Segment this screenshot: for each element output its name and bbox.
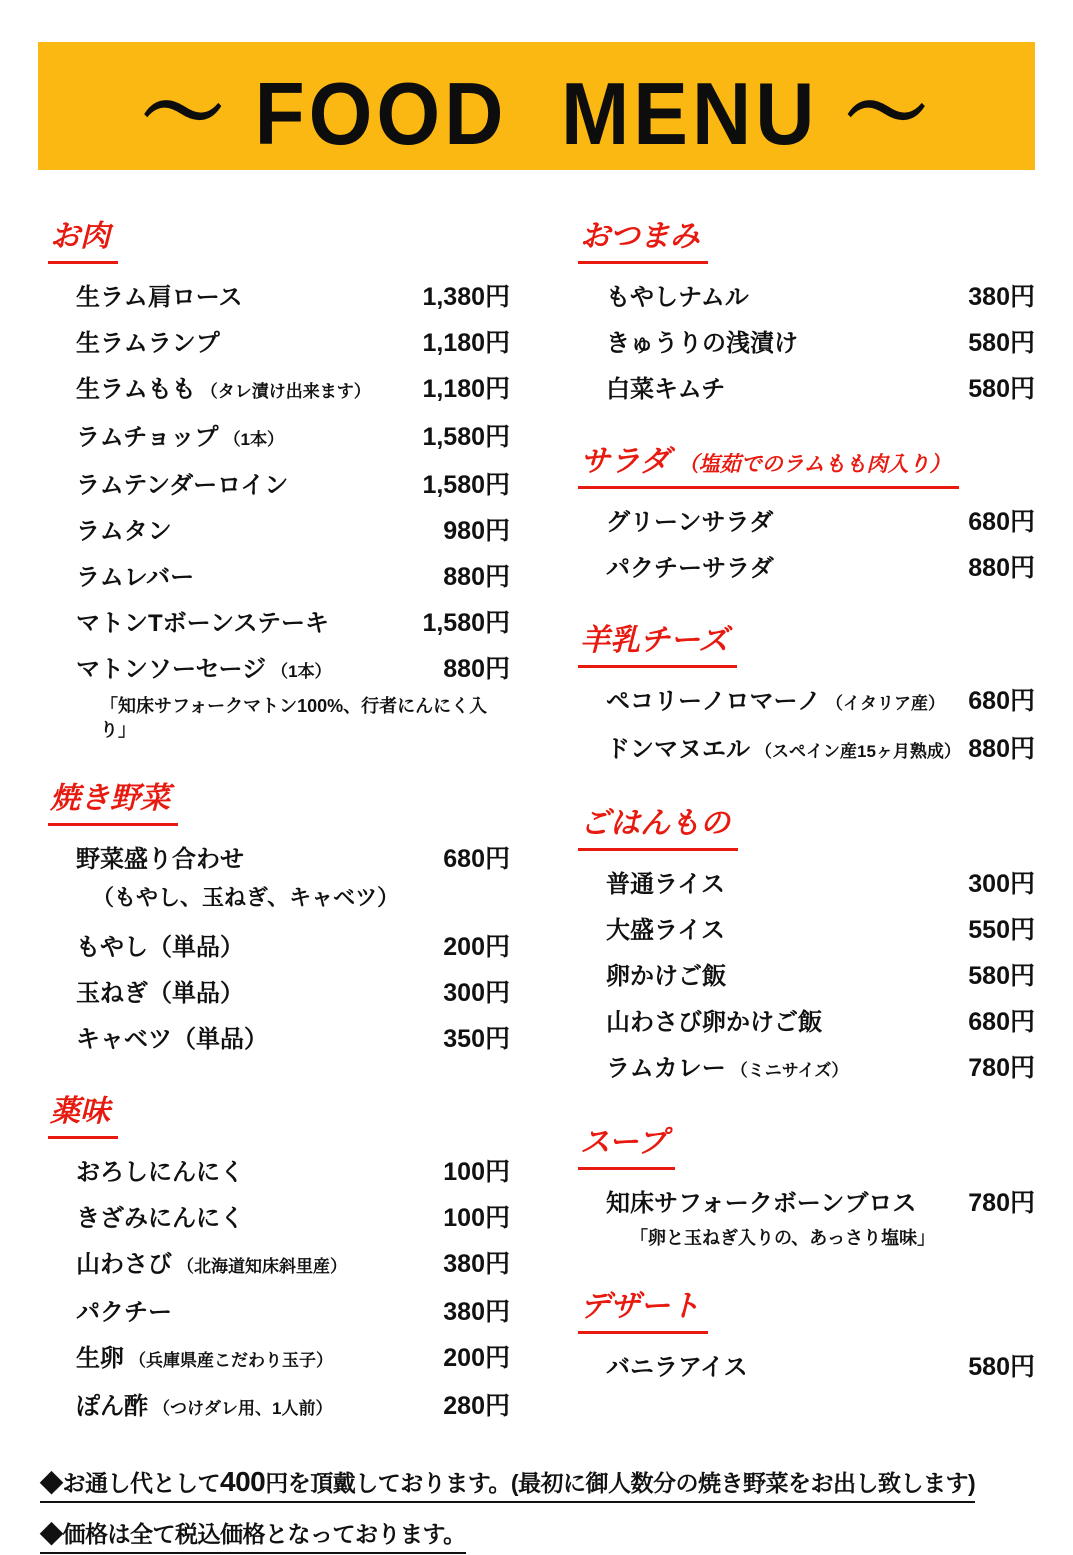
section-heading-underline xyxy=(48,1095,118,1139)
item-note: （北海道知床斜里産） xyxy=(177,1257,347,1276)
item-label xyxy=(606,1054,848,1086)
item-price: 680円 xyxy=(443,845,510,873)
item-label xyxy=(606,916,725,946)
item-name: グリーンサラダ xyxy=(606,509,774,536)
item-label xyxy=(76,375,371,407)
item-price: 980円 xyxy=(443,517,510,545)
item-price: 350円 xyxy=(443,1025,510,1053)
item-price: 380円 xyxy=(443,1298,510,1326)
item-price: 1,380円 xyxy=(422,283,510,311)
section-heading-underline xyxy=(578,220,708,264)
item-price: 380円 xyxy=(968,283,1035,311)
section-title: スープ xyxy=(580,1126,667,1159)
section-heading xyxy=(48,1095,510,1139)
item-price: 580円 xyxy=(968,1353,1035,1381)
menu-item xyxy=(48,282,510,313)
section-title: 羊乳チーズ xyxy=(580,624,729,657)
item-price: 780円 xyxy=(968,1054,1035,1082)
item-label xyxy=(76,471,288,501)
menu-item xyxy=(48,1391,510,1424)
item-note: （イタリア産） xyxy=(826,694,946,713)
item-label xyxy=(606,375,725,405)
item-label xyxy=(606,329,798,359)
section-heading-underline xyxy=(578,1126,675,1170)
item-price: 200円 xyxy=(443,1344,510,1372)
item-price: 880円 xyxy=(443,563,510,591)
menu-section xyxy=(48,220,510,742)
item-price: 1,580円 xyxy=(422,471,510,499)
menu-column-left xyxy=(48,220,510,1439)
menu-column-right xyxy=(578,220,1035,1398)
item-name: ペコリーノロマーノ xyxy=(606,688,822,715)
section-title: おつまみ xyxy=(580,220,700,253)
section-heading-underline xyxy=(48,220,118,264)
menu-item xyxy=(48,516,510,547)
item-price: 280円 xyxy=(443,1392,510,1420)
item-name: 野菜盛り合わせ xyxy=(76,846,244,873)
item-label xyxy=(606,283,749,313)
item-price: 1,180円 xyxy=(422,375,510,403)
item-name: 生卵 xyxy=(76,1345,124,1372)
item-label xyxy=(606,1008,822,1038)
item-label xyxy=(76,1392,332,1424)
item-price: 300円 xyxy=(968,870,1035,898)
menu-item xyxy=(578,1007,1035,1038)
item-name: ラムカレー xyxy=(606,1055,726,1082)
section-heading-note: （塩茹でのラムもも肉入り） xyxy=(677,453,951,476)
item-price: 1,580円 xyxy=(422,609,510,637)
item-name: バニラアイス xyxy=(606,1354,748,1381)
menu-item xyxy=(48,1249,510,1282)
footer-tax-text: ◆価格は全て税込価格となっております。 xyxy=(40,1517,466,1554)
section-title: サラダ xyxy=(580,445,670,478)
menu-section xyxy=(578,624,1035,767)
section-title: デザート xyxy=(580,1290,700,1323)
item-name: もやし（単品） xyxy=(76,934,244,961)
menu-section xyxy=(578,445,1035,584)
menu-item xyxy=(48,328,510,359)
menu-item xyxy=(48,978,510,1009)
item-label xyxy=(76,1025,268,1055)
item-note: （兵庫県産こだわり玉子） xyxy=(129,1351,333,1370)
menu-title: ～ FOOD MENU ～ xyxy=(141,64,932,163)
menu-section xyxy=(578,1290,1035,1383)
section-heading-underline xyxy=(48,782,178,826)
item-price: 680円 xyxy=(968,1008,1035,1036)
item-price: 380円 xyxy=(443,1250,510,1278)
section-heading xyxy=(48,220,510,264)
footer-cover-charge-text xyxy=(40,1465,975,1503)
item-note: （ミニサイズ） xyxy=(730,1061,849,1080)
section-heading xyxy=(578,445,1035,489)
menu-item xyxy=(48,1297,510,1328)
menu-item xyxy=(578,869,1035,900)
menu-item xyxy=(578,374,1035,405)
item-name: 普通ライス xyxy=(606,871,726,898)
item-label xyxy=(76,517,172,547)
section-title: お肉 xyxy=(50,220,110,253)
menu-item xyxy=(48,470,510,501)
item-label xyxy=(76,1250,347,1282)
item-name: きざみにんにく xyxy=(76,1205,244,1232)
item-label xyxy=(606,1353,748,1383)
footer-cover-charge-prefix: ◆お通し代として xyxy=(40,1470,220,1496)
item-name: 山わさび xyxy=(76,1251,172,1278)
menu-item xyxy=(48,932,510,963)
item-name: 生ラム肩ロース xyxy=(76,284,243,311)
menu-footer xyxy=(40,1465,1035,1555)
menu-item xyxy=(48,374,510,407)
item-label xyxy=(606,687,945,719)
item-label xyxy=(76,979,244,1009)
item-subnote: 「卵と玉ねぎ入りの、あっさり塩味」 xyxy=(630,1228,936,1248)
item-label xyxy=(76,329,220,359)
item-price: 100円 xyxy=(443,1158,510,1186)
item-subnote: 「知床サフォークマトン100%、行者にんにく入り」 xyxy=(100,696,488,740)
item-label xyxy=(76,1344,333,1376)
item-name: マトンソーセージ xyxy=(76,656,267,683)
menu-section xyxy=(578,220,1035,405)
section-heading xyxy=(578,1126,1035,1170)
menu-item xyxy=(578,1188,1035,1219)
section-title: 焼き野菜 xyxy=(50,782,170,815)
footer-cover-charge-suffix: 円を頂戴しております。(最初に御人数分の焼き野菜をお出し致します) xyxy=(265,1470,976,1496)
item-name: 生ラムランプ xyxy=(76,330,220,357)
menu-section xyxy=(48,782,510,1055)
item-price: 200円 xyxy=(443,933,510,961)
item-note: （タレ漬け出来ます） xyxy=(200,382,371,401)
item-price: 1,180円 xyxy=(422,329,510,357)
section-heading xyxy=(578,1290,1035,1334)
menu-item xyxy=(578,1053,1035,1086)
menu-item xyxy=(578,507,1035,538)
menu-item xyxy=(48,562,510,593)
menu-item xyxy=(578,328,1035,359)
menu-item xyxy=(578,734,1035,767)
item-name: 山わさび卵かけご飯 xyxy=(606,1009,822,1036)
footer-cover-charge-amount: 400 xyxy=(220,1466,266,1497)
item-note: （つけダレ用、1人前） xyxy=(153,1399,333,1418)
item-name: 大盛ライス xyxy=(606,917,726,944)
item-note: （1本） xyxy=(271,662,332,681)
item-name: おろしにんにく xyxy=(76,1159,244,1186)
section-title: 薬味 xyxy=(50,1095,110,1128)
section-heading-underline xyxy=(578,807,738,851)
item-name: ラムレバー xyxy=(76,564,195,591)
item-name: ラムチョップ xyxy=(76,424,219,451)
menu-item xyxy=(48,1203,510,1234)
menu-item xyxy=(578,961,1035,992)
item-price: 880円 xyxy=(968,554,1035,582)
item-subnote: （もやし、玉ねぎ、キャベツ） xyxy=(92,885,400,910)
menu-item xyxy=(48,1343,510,1376)
item-price: 880円 xyxy=(968,735,1035,763)
item-label xyxy=(606,870,725,900)
section-heading xyxy=(578,624,1035,668)
item-label xyxy=(606,508,773,538)
menu-item xyxy=(578,1352,1035,1383)
item-name: 卵かけご飯 xyxy=(606,963,726,990)
menu-columns xyxy=(48,220,1035,1439)
section-heading xyxy=(578,807,1035,851)
item-name: 白菜キムチ xyxy=(606,376,726,403)
item-price: 780円 xyxy=(968,1189,1035,1217)
item-name: パクチー xyxy=(76,1299,172,1326)
item-label xyxy=(76,609,329,639)
section-heading-underline xyxy=(578,445,959,489)
menu-section xyxy=(578,1126,1035,1250)
item-name: ドンマヌエル xyxy=(606,736,750,763)
item-label xyxy=(606,962,726,992)
menu-item xyxy=(578,553,1035,584)
section-heading-underline xyxy=(578,624,737,668)
item-label xyxy=(76,1204,244,1234)
item-name: ラムタン xyxy=(76,518,172,545)
item-price: 580円 xyxy=(968,329,1035,357)
menu-item xyxy=(48,844,510,875)
section-heading-underline xyxy=(578,1290,708,1334)
item-name: ぽん酢 xyxy=(76,1393,148,1420)
item-label xyxy=(76,655,332,687)
item-price: 100円 xyxy=(443,1204,510,1232)
item-note: （1本） xyxy=(223,430,285,449)
item-price: 1,580円 xyxy=(422,423,510,451)
item-price: 680円 xyxy=(968,508,1035,536)
item-name: もやしナムル xyxy=(606,284,749,311)
item-price: 580円 xyxy=(968,375,1035,403)
item-name: マトンTボーンステーキ xyxy=(76,610,329,637)
item-label xyxy=(606,735,961,767)
item-label xyxy=(76,563,194,593)
item-name: 生ラムもも xyxy=(76,376,196,403)
item-label xyxy=(76,845,244,875)
menu-banner xyxy=(38,42,1035,170)
item-name: 知床サフォークボーンブロス xyxy=(606,1190,917,1217)
footer-note-cover-charge xyxy=(40,1465,1035,1504)
menu-item xyxy=(48,1024,510,1055)
menu-item xyxy=(578,282,1035,313)
item-label xyxy=(76,1158,244,1188)
item-label xyxy=(606,1189,916,1219)
section-heading xyxy=(578,220,1035,264)
item-label xyxy=(606,554,774,584)
item-price: 300円 xyxy=(443,979,510,1007)
menu-item xyxy=(48,1157,510,1188)
item-label xyxy=(76,423,284,455)
menu-item xyxy=(578,915,1035,946)
menu-item xyxy=(48,654,510,687)
item-name: パクチーサラダ xyxy=(606,555,774,582)
item-price: 880円 xyxy=(443,655,510,683)
item-price: 580円 xyxy=(968,962,1035,990)
food-menu-page xyxy=(0,42,1073,1547)
item-name: キャベツ（単品） xyxy=(76,1026,268,1053)
item-name: きゅうりの浅漬け xyxy=(606,330,798,357)
menu-item xyxy=(578,686,1035,719)
item-label xyxy=(76,1298,172,1328)
menu-section xyxy=(578,807,1035,1086)
menu-item xyxy=(48,422,510,455)
item-name: 玉ねぎ（単品） xyxy=(76,980,244,1007)
item-price: 680円 xyxy=(968,687,1035,715)
footer-note-tax xyxy=(40,1517,1035,1555)
item-note: （スペイン産15ヶ月熟成） xyxy=(755,742,961,761)
menu-item xyxy=(48,608,510,639)
item-price: 550円 xyxy=(968,916,1035,944)
menu-section xyxy=(48,1095,510,1424)
item-label xyxy=(76,933,244,963)
item-label xyxy=(76,283,243,313)
item-name: ラムテンダーロイン xyxy=(76,472,289,499)
section-title: ごはんもの xyxy=(580,807,730,840)
section-heading xyxy=(48,782,510,826)
